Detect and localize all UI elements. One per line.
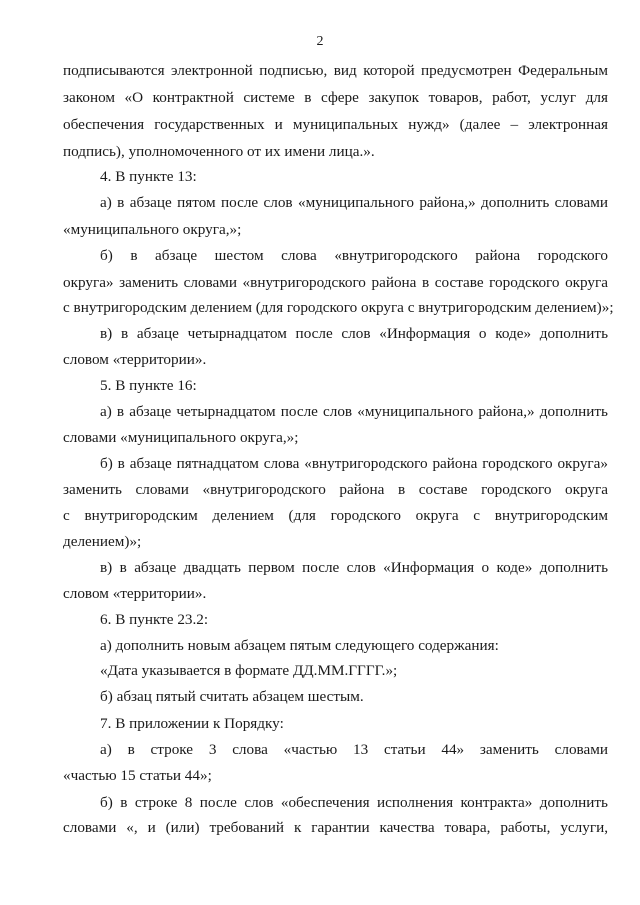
text-line: а) в абзаце пятом после слов «муниципального района,» дополнить словами	[100, 194, 608, 211]
text-line: в) в абзаце двадцать первом после слов «Информация о коде» дополнить	[100, 559, 608, 576]
text-line: подпись), уполномоченного от их имени лица.».	[63, 143, 375, 160]
text-line: обеспечения государственных и муниципальных нужд» (далее – электронная	[63, 116, 608, 133]
section-heading: 5. В пункте 16:	[100, 377, 197, 394]
section-heading: 6. В пункте 23.2:	[100, 611, 209, 628]
page-number: 2	[316, 34, 324, 49]
text-line: словом «территории».	[63, 585, 207, 602]
text-line: «муниципального округа,»;	[63, 221, 242, 238]
section-heading: 4. В пункте 13:	[100, 168, 197, 185]
text-line: б) в абзаце пятнадцатом слова «внутригородского района городского округа»	[100, 455, 608, 472]
text-line: словом «территории».	[63, 351, 207, 368]
text-line: а) в строке 3 слова «частью 13 статьи 44» заменить словами	[100, 741, 608, 758]
text-line: в) в абзаце четырнадцатом после слов «Информация о коде» дополнить	[100, 325, 608, 342]
text-line: б) в строке 8 после слов «обеспечения исполнения контракта» дополнить	[100, 794, 608, 811]
text-line: заменить словами «внутригородского района в составе городского округа	[63, 481, 608, 498]
text-line: словами «, и (или) требований к гарантии качества товара, работы, услуги,	[63, 819, 608, 836]
text-line: с внутригородским делением (для городского округа с внутригородским делением)»;	[63, 299, 614, 316]
text-line: б) в абзаце шестом слова «внутригородского района городского	[100, 247, 608, 264]
text-line: а) в абзаце четырнадцатом после слов «муниципального района,» дополнить	[100, 403, 608, 420]
text-line: делением)»;	[63, 533, 142, 550]
text-line: подписываются электронной подписью, вид которой предусмотрен Федеральным	[63, 62, 608, 79]
text-line: с внутригородским делением (для городского округа с внутригородским	[63, 507, 608, 524]
text-line: «Дата указывается в формате ДД.ММ.ГГГГ.»;	[100, 662, 398, 679]
section-heading: 7. В приложении к Порядку:	[100, 715, 284, 732]
text-line: словами «муниципального округа,»;	[63, 429, 299, 446]
text-line: б) абзац пятый считать абзацем шестым.	[100, 688, 364, 705]
text-line: «частью 15 статьи 44»;	[63, 767, 212, 784]
text-line: законом «О контрактной системе в сфере закупок товаров, работ, услуг для	[63, 89, 608, 106]
text-line: а) дополнить новым абзацем пятым следующего содержания:	[100, 637, 499, 654]
text-line: округа» заменить словами «внутригородского района в составе городского округа	[63, 274, 608, 291]
